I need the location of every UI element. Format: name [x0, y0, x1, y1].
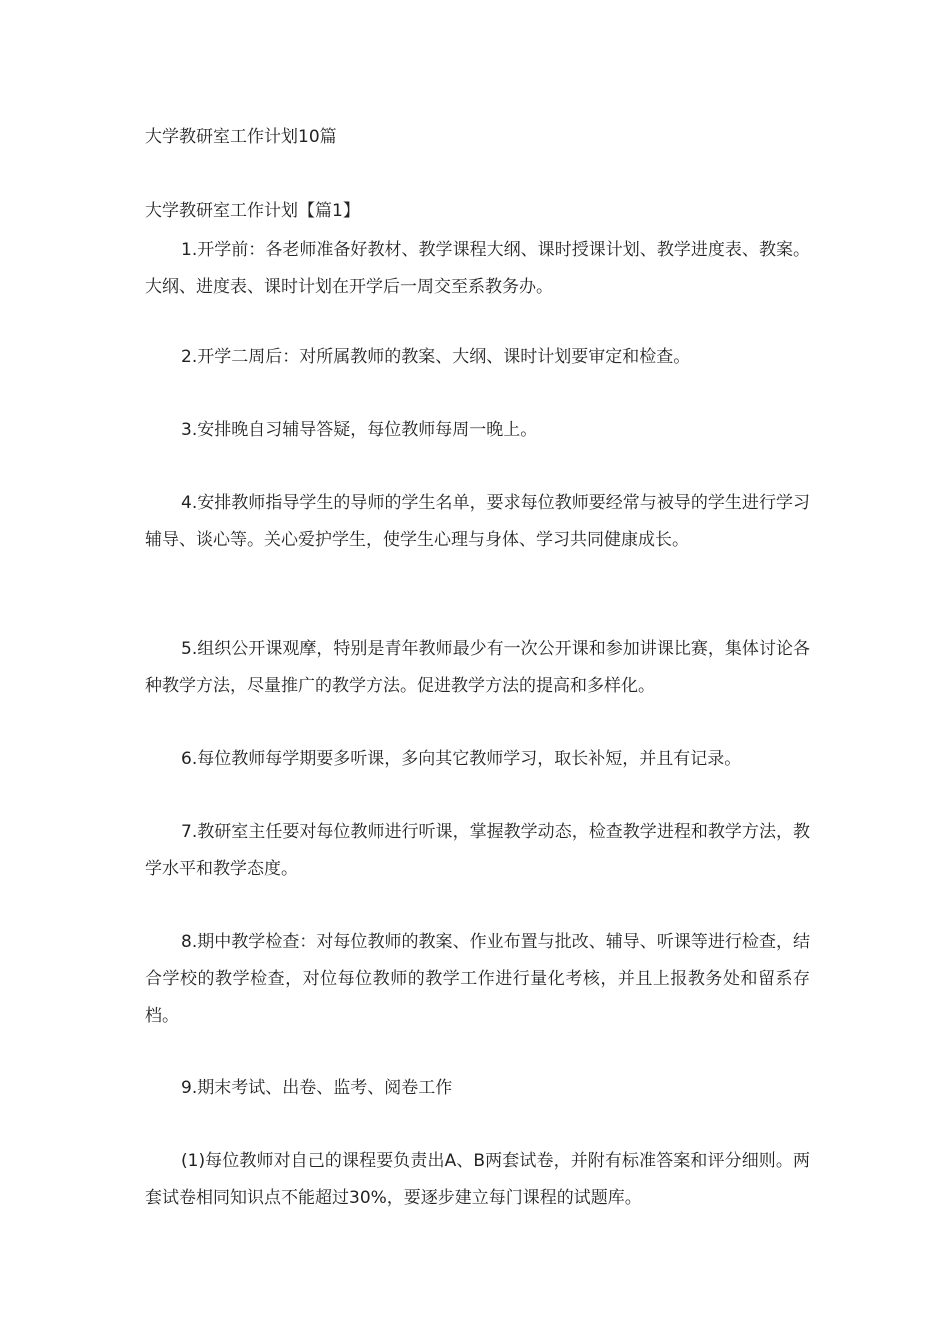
paragraph-4: 4.安排教师指导学生的导师的学生名单，要求每位教师要经常与被导的学生进行学习辅导、谈心等。关心爱护学生，使学生心理与身体、学习共同健康成长。	[145, 493, 810, 550]
paragraph-9: 9.期末考试、出卷、监考、阅卷工作	[181, 1078, 453, 1098]
paragraph-2: 2.开学二周后：对所属教师的教案、大纲、课时计划要审定和检查。	[181, 347, 691, 367]
paragraph-3: 3.安排晚自习辅导答疑，每位教师每周一晚上。	[181, 420, 538, 440]
paragraph-6: 6.每位教师每学期要多听课，多向其它教师学习，取长补短，并且有记录。	[181, 749, 742, 769]
paragraph-8: 8.期中教学检查：对每位教师的教案、作业布置与批改、辅导、听课等进行检查，结合学校的教学检查，对位每位教师的教学工作进行量化考核，并且上报教务处和留系存档。	[145, 932, 810, 1026]
paragraph-5: 5.组织公开课观摩，特别是青年教师最少有一次公开课和参加讲课比赛，集体讨论各种教学方法，尽量推广的教学方法。促进教学方法的提高和多样化。	[145, 639, 810, 696]
section-heading: 大学教研室工作计划【篇1】	[145, 201, 360, 221]
document-title: 大学教研室工作计划10篇	[145, 127, 337, 147]
paragraph-7: 7.教研室主任要对每位教师进行听课，掌握教学动态，检查教学进程和教学方法，教学水平和教学态度。	[145, 822, 810, 879]
paragraph-10: (1)每位教师对自己的课程要负责出A、B两套试卷，并附有标准答案和评分细则。两套试卷相同知识点不能超过30%，要逐步建立每门课程的试题库。	[145, 1151, 810, 1208]
paragraph-1: 1.开学前：各老师准备好教材、教学课程大纲、课时授课计划、教学进度表、教案。大纲、进度表、课时计划在开学后一周交至系教务办。	[145, 240, 810, 297]
